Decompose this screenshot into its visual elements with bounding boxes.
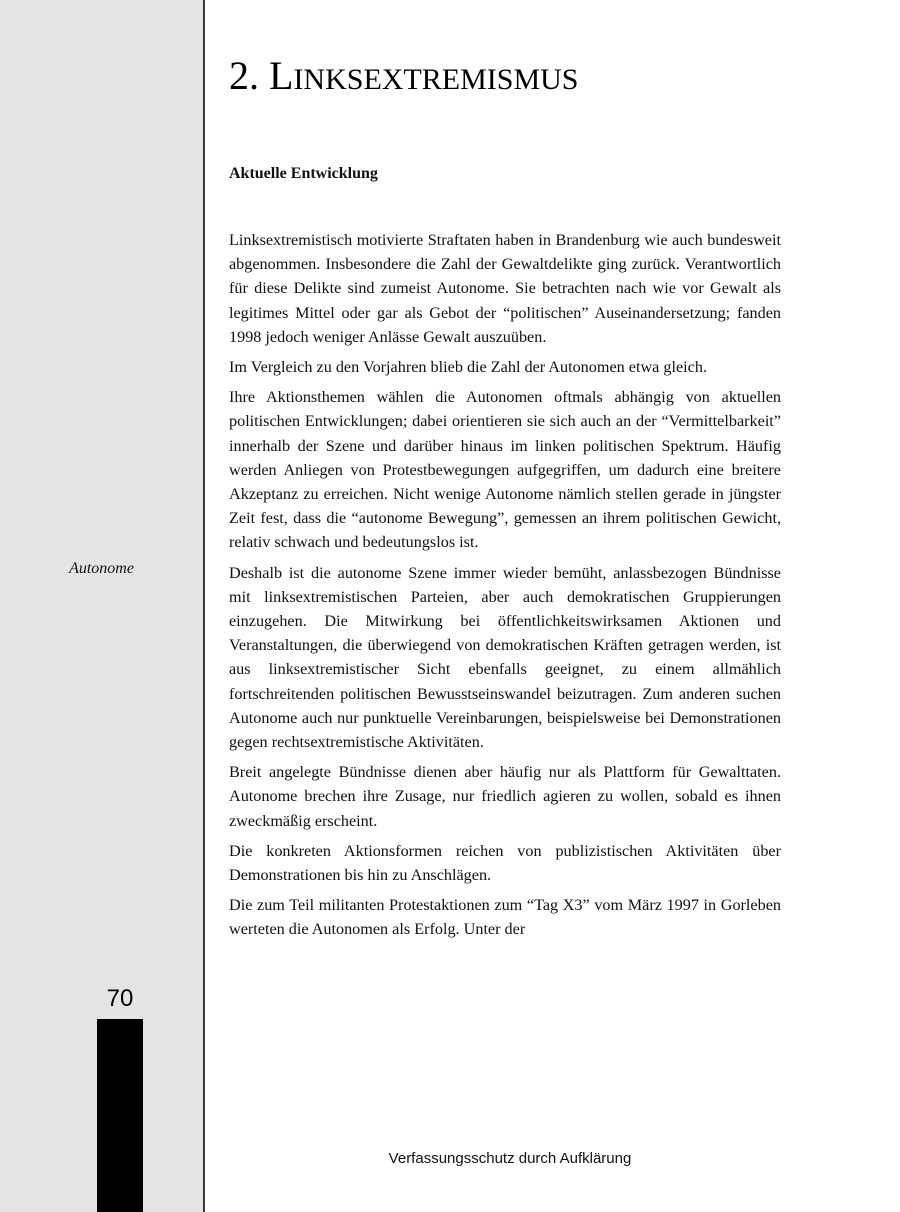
paragraph: Im Vergleich zu den Vorjahren blieb die Zahl der Autonomen etwa gleich. (229, 358, 707, 377)
thumb-index-bar (97, 1019, 143, 1212)
paragraph: Die zum Teil militanten Protestaktionen zum “Tag X3” vom März 1997 in Gorleben werteten die Autonomen als Erfolg. Unter der (229, 896, 781, 939)
page-footer: Verfassungsschutz durch Aufklärung (388, 1150, 632, 1167)
paragraph: Ihre Aktionsthemen wählen die Autonomen oftmals abhängig von aktuellen politischen Entwicklungen; dabei orientieren sie sich auch an der “Vermittelbarkeit” innerhalb der Szene und darüber hinaus im linken politischen Spektrum. Häufig werden Anliegen von Protestbewegungen aufgegriffen, um dadurch eine breitere Akzeptanz zu erreichen. Nicht wenige Autonome nämlich stellen gerade in jüngster Zeit fest, dass die “autonome Bewegung”, gemessen an ihrem politischen Gewicht, relativ schwach und bedeutungslos ist. (229, 388, 781, 552)
margin-note: Autonome (69, 560, 134, 577)
page-number: 70 (106, 985, 134, 1012)
chapter-title-initial: L (269, 53, 294, 98)
margin-divider (203, 0, 205, 1212)
chapter-number: 2. (229, 53, 259, 98)
paragraph: Breit angelegte Bündnisse dienen aber häufig nur als Plattform für Gewalttaten. Autonome brechen ihre Zusage, nur friedlich agieren zu wollen, sobald es ihnen zweckmäßig erscheint. (229, 763, 781, 830)
paragraph: Linksextremistisch motivierte Straftaten haben in Brandenburg wie auch bundesweit abgenommen. Insbesondere die Zahl der Gewaltdelikte ging zurück. Verantwortlich für diese Delikte sind zumeist Autonome. Sie betrachten nach wie vor Gewalt als legitimes Mittel oder gar als Gebot der “politischen” Auseinandersetzung; fanden 1998 jedoch weniger Anlässe Gewalt auszuüben. (229, 231, 781, 346)
chapter-title (229, 52, 578, 104)
chapter-title-rest: INKSEXTREMISMUS (293, 63, 579, 96)
body-text (229, 228, 781, 948)
paragraph: Deshalb ist die autonome Szene immer wieder bemüht, anlassbezogen Bündnisse mit linksextremistischen Parteien, aber auch demokratischen Gruppierungen einzugehen. Die Mitwirkung bei öffentlichkeitswirksamen Aktionen und Veranstaltungen, die überwiegend von demokratischen Kräften getragen werden, ist aus linksextremistischer Sicht ebenfalls geeignet, zu einem allmählich fortschreitenden politischen Bewusstseinswandel beizutragen. Zum anderen suchen Autonome auch nur punktuelle Vereinbarungen, beispielsweise bei Demonstrationen gegen rechtsextremistische Aktivitäten. (229, 563, 781, 752)
section-heading: Aktuelle Entwicklung (229, 165, 378, 182)
paragraph: Die konkreten Aktionsformen reichen von publizistischen Aktivitäten über Demonstrationen bis hin zu Anschlägen. (229, 841, 781, 885)
